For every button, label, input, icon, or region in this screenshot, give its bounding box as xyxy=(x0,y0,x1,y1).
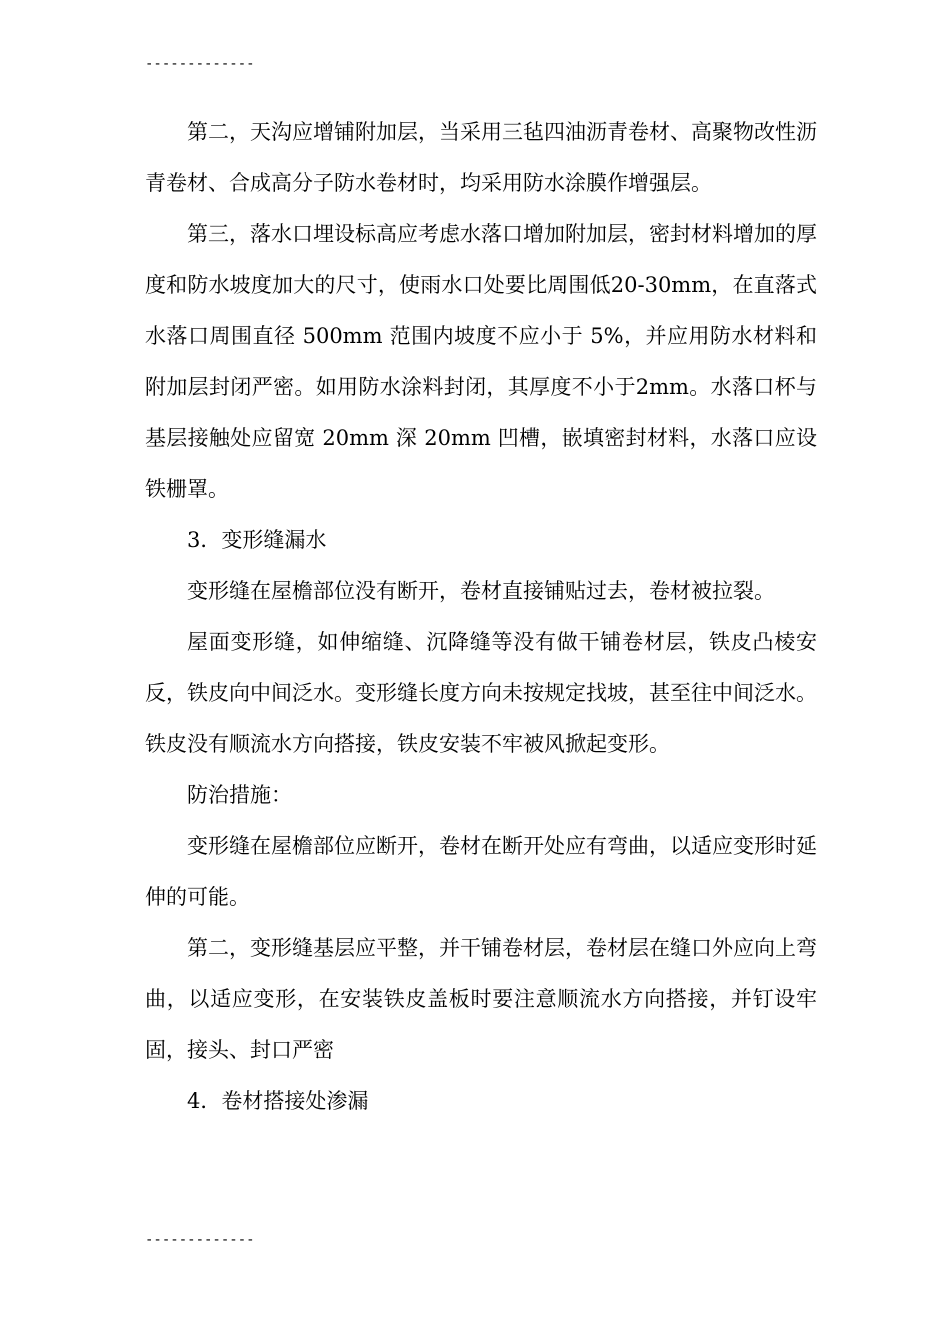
paragraph-drain-outlet: 第三，落水口埋设标高应考虑水落口增加附加层，密封材料增加的厚度和防水坡度加大的尺寸，使雨水口处要比周围低20-30mm，在直落式水落口周围直径 500mm 范围内坡度不应小于 5%，并应用防水材料和附加层封闭严密。如用防水涂料封闭，其厚度不小于2mm。水落口杯与基层接触处应留宽 20mm 深 20mm 凹槽，嵌填密封材料，水落口应设铁栅罩。 xyxy=(145,222,817,501)
paragraph-eave-break: 变形缝在屋檐部位应断开，卷材在断开处应有弯曲，以适应变形时延伸的可能。 xyxy=(145,834,817,909)
header-rule: ------------- xyxy=(145,56,255,72)
paragraph-joint-base: 第二，变形缝基层应平整，并干铺卷材层，卷材层在缝口外应向上弯曲，以适应变形，在安装铁皮盖板时要注意顺流水方向搭接，并钉设牢固，接头、封口严密 xyxy=(145,936,817,1062)
footer-rule: ------------- xyxy=(145,1232,255,1248)
paragraph-roof-joint-defects: 屋面变形缝，如伸缩缝、沉降缝等没有做干铺卷材层，铁皮凸棱安反，铁皮向中间泛水。变形缝长度方向未按规定找坡，甚至往中间泛水。 xyxy=(145,630,817,705)
paragraph-eave-joint: 变形缝在屋檐部位没有断开，卷材直接铺贴过去，卷材被拉裂。 xyxy=(187,579,775,603)
section-heading-lap-leak: 4．卷材搭接处渗漏 xyxy=(187,1089,369,1113)
document-body xyxy=(145,107,817,1127)
heading-prevention-measures: 防治措施： xyxy=(187,783,292,807)
section-heading-expansion-joint-leak: 3．变形缝漏水 xyxy=(187,528,327,552)
paragraph-sheet-metal-lap: 铁皮没有顺流水方向搭接，铁皮安装不牢被风掀起变形。 xyxy=(145,732,670,756)
paragraph-gutter-reinforcement: 第二，天沟应增铺附加层，当采用三毡四油沥青卷材、高聚物改性沥青卷材、合成高分子防水卷材时，均采用防水涂膜作增强层。 xyxy=(145,120,817,195)
